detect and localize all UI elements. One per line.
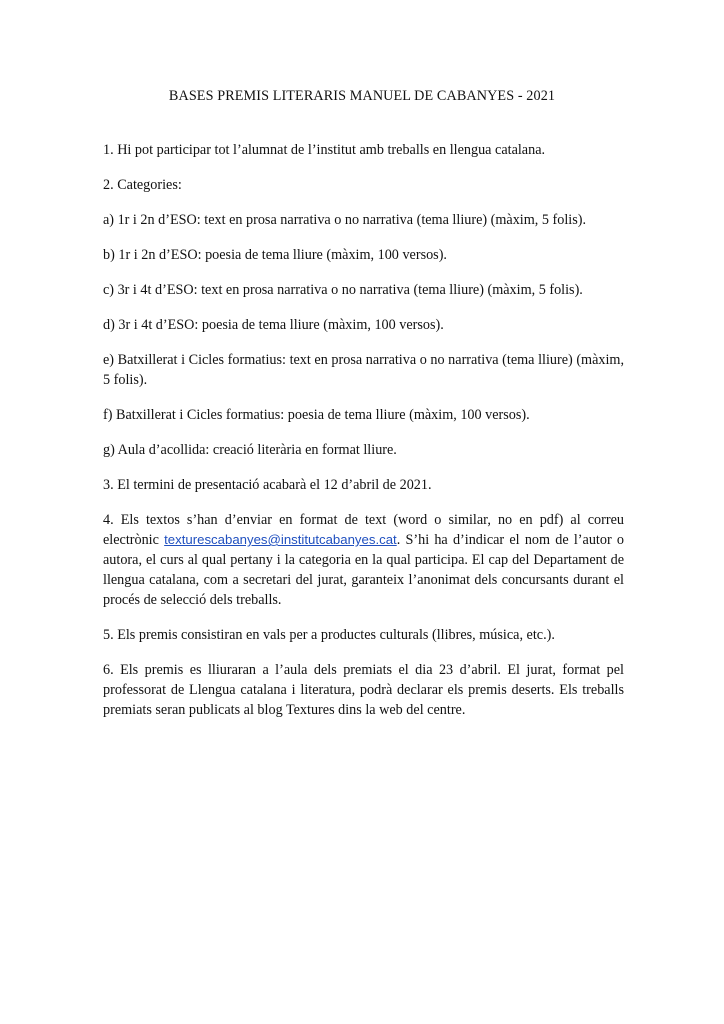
category-f: f) Batxillerat i Cicles formatius: poesia de tema lliure (màxim, 100 versos). (103, 407, 530, 423)
category-c: c) 3r i 4t d’ESO: text en prosa narrativa o no narrativa (tema lliure) (màxim, 5 folis). (103, 282, 583, 298)
email-link[interactable]: texturescabanyes@institutcabanyes.cat (164, 532, 397, 547)
rule-6: 6. Els premis es lliuraran a l’aula dels premiats el dia 23 d’abril. El jurat, format pel professorat de Llengua catalana i literatura, podrà declarar els premis deserts. Els treballs premiats seran publicats al blog Textures dins la web del centre. (103, 662, 624, 718)
rule-1: 1. Hi pot participar tot l’alumnat de l’institut amb treballs en llengua catalana. (103, 142, 546, 158)
rule-4-text-before: 4. Els textos s’han d’enviar en format de text (word o similar, no en pdf) al correu electrònic (103, 512, 624, 548)
category-a: a) 1r i 2n d’ESO: text en prosa narrativa o no narrativa (tema lliure) (màxim, 5 folis). (103, 212, 587, 228)
category-g: g) Aula d’acollida: creació literària en format lliure. (103, 442, 397, 458)
category-d: d) 3r i 4t d’ESO: poesia de tema lliure (màxim, 100 versos). (103, 317, 444, 333)
rule-5: 5. Els premis consistiran en vals per a productes culturals (llibres, música, etc.). (103, 627, 555, 643)
document-title: BASES PREMIS LITERARIS MANUEL DE CABANYES - 2021 (168, 88, 556, 104)
category-e: e) Batxillerat i Cicles formatius: text en prosa narrativa o no narrativa (tema lliure) (màxim, 5 folis). (103, 352, 624, 388)
document-body (103, 140, 624, 735)
rule-3: 3. El termini de presentació acabarà el 12 d’abril de 2021. (103, 477, 432, 493)
category-b: b) 1r i 2n d’ESO: poesia de tema lliure (màxim, 100 versos). (103, 247, 447, 263)
rule-2-categories-heading: 2. Categories: (103, 177, 182, 193)
rule-4 (103, 510, 624, 610)
rule-4-text-after: . S’hi ha d’indicar el nom de l’autor o autora, el curs al qual pertany i la categoria en la qual participa. El cap del Departament de llengua catalana, com a secretari del jurat, garanteix l’anonimat dels concursants durant el procés de selecció dels treballs. (103, 532, 624, 608)
